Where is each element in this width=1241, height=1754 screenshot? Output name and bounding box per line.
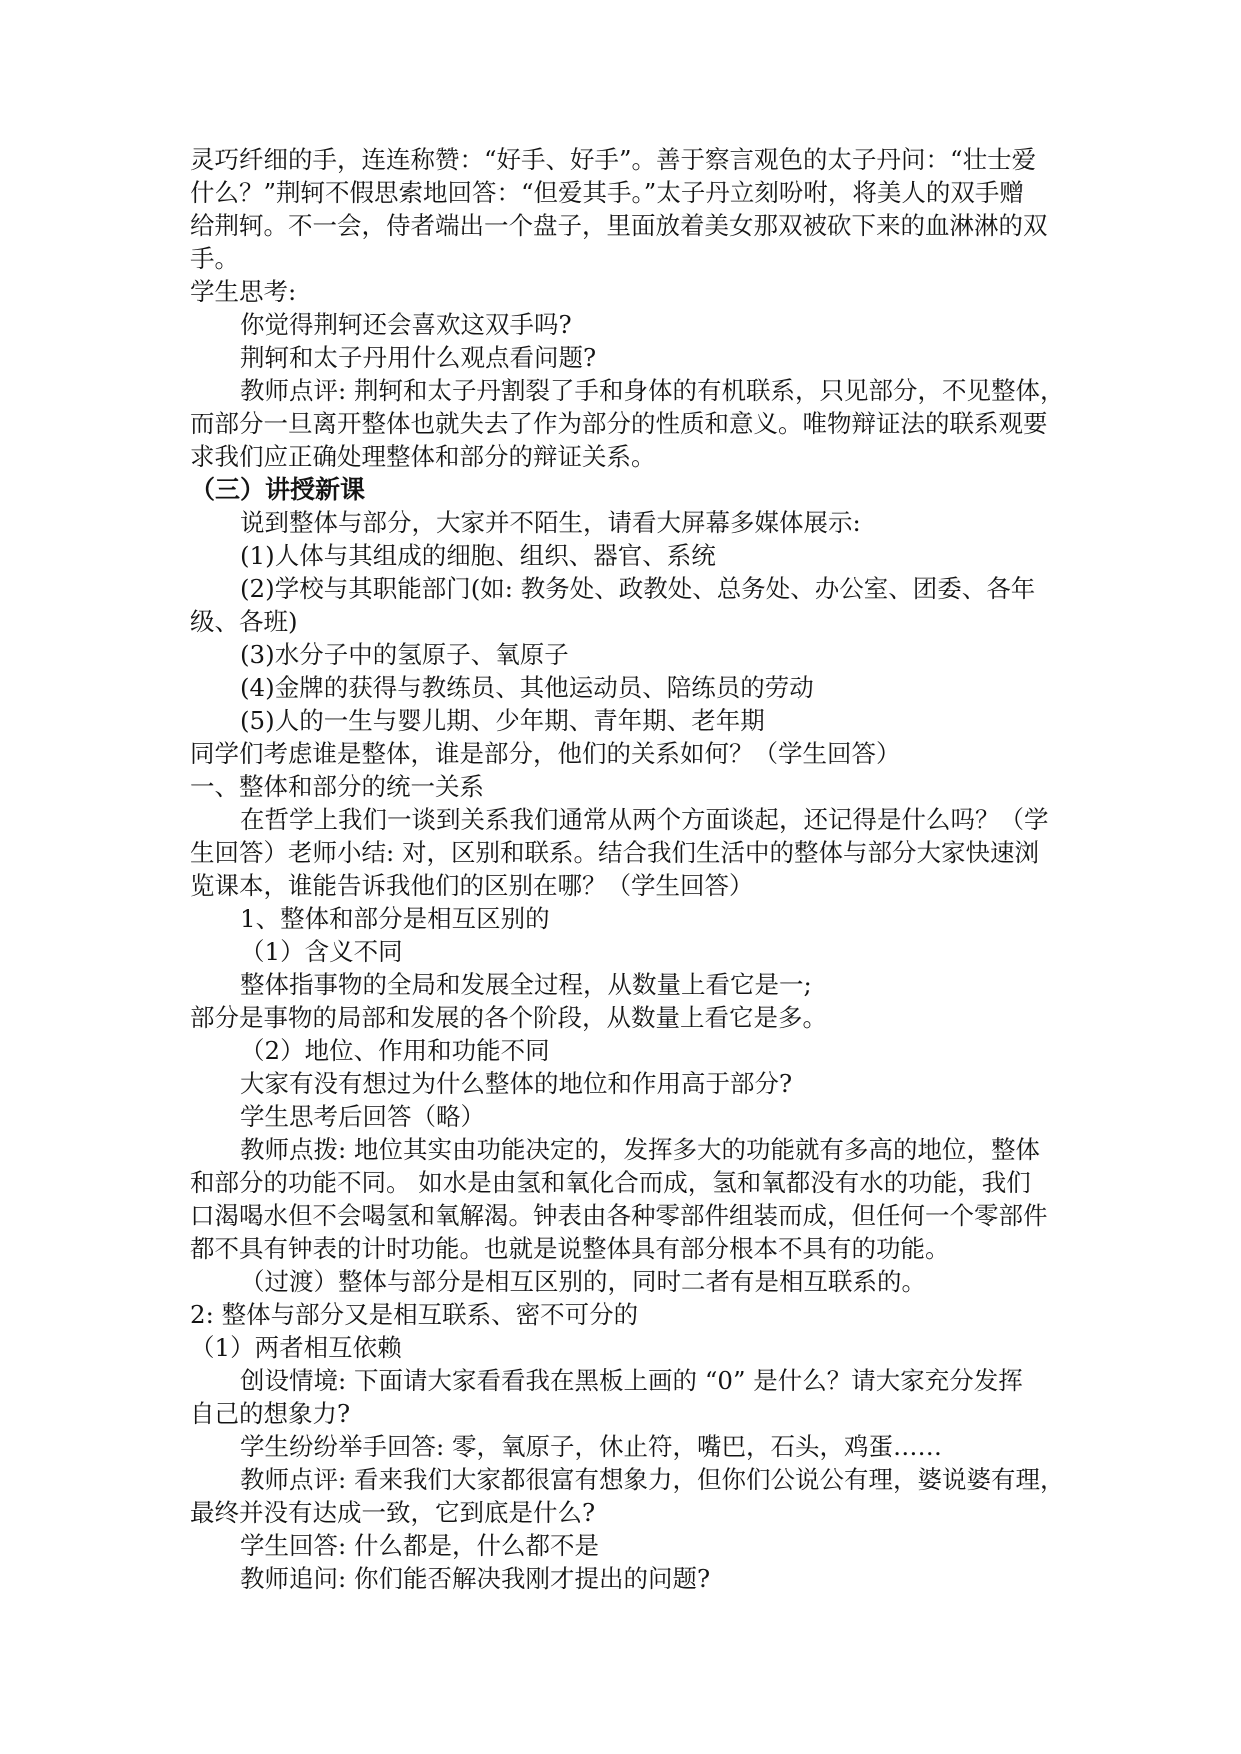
paragraph-line: 什么？”荆轲不假思索地回答：“但爱其手。”太子丹立刻吩咐，将美人的双手赠 [190,178,1024,207]
paragraph-line: 部分是事物的局部和发展的各个阶段，从数量上看它是多。 [190,1003,827,1032]
paragraph-line: 灵巧纤细的手，连连称赞：“好手、好手”。善于察言观色的太子丹问：“壮士爱 [190,145,1037,174]
paragraph-line: 最终并没有达成一致，它到底是什么? [190,1498,596,1527]
paragraph-line: 手。 [190,244,239,273]
paragraph-line: 教师点评: 荆轲和太子丹割裂了手和身体的有机联系，只见部分，不见整体， [240,376,1065,405]
list-item: (1)人体与其组成的细胞、组织、器官、系统 [240,541,716,570]
subsection-heading: （2）地位、作用和功能不同 [240,1036,550,1065]
paragraph-line: 给荆轲。不一会，侍者端出一个盘子，里面放着美女那双被砍下来的血淋淋的双 [190,211,1048,240]
subsection-heading: （1）含义不同 [240,937,403,966]
paragraph-line: 求我们应正确处理整体和部分的辩证关系。 [190,442,656,471]
list-item: (4)金牌的获得与教练员、其他运动员、陪练员的劳动 [240,673,814,702]
list-item: (3)水分子中的氢原子、氧原子 [240,640,569,669]
paragraph-line: 教师点拨: 地位其实由功能决定的，发挥多大的功能就有多高的地位，整体 [240,1135,1041,1164]
paragraph-line: 学生思考后回答（略） [240,1102,485,1131]
paragraph-line: 级、各班) [190,607,298,636]
paragraph-line: 大家有没有想过为什么整体的地位和作用高于部分? [240,1069,793,1098]
section-heading: （三）讲授新课 [190,475,366,504]
paragraph-line: 整体指事物的全局和发展全过程，从数量上看它是一; [240,970,812,999]
subsection-heading: 2: 整体与部分又是相互联系、密不可分的 [190,1300,639,1329]
paragraph-line: 览课本，谁能告诉我他们的区别在哪？（学生回答） [190,871,754,900]
paragraph-line: 而部分一旦离开整体也就失去了作为部分的性质和意义。唯物辩证法的联系观要 [190,409,1048,438]
paragraph-line: 创设情境: 下面请大家看看我在黑板上画的 “0” 是什么？请大家充分发挥 [240,1366,1023,1395]
paragraph-line: 说到整体与部分，大家并不陌生，请看大屏幕多媒体展示: [240,508,861,537]
paragraph-line: 教师追问: 你们能否解决我刚才提出的问题? [240,1564,711,1593]
paragraph-line: （过渡）整体与部分是相互区别的，同时二者有是相互联系的。 [240,1267,926,1296]
subsection-heading: 1、整体和部分是相互区别的 [240,904,550,933]
list-item: (2)学校与其职能部门(如: 教务处、政教处、总务处、办公室、团委、各年 [240,574,1036,603]
paragraph-line: 学生纷纷举手回答: 零，氧原子，休止符，嘴巴，石头，鸡蛋…… [240,1432,943,1461]
paragraph-line: 学生思考: [190,277,297,306]
paragraph-line: 同学们考虑谁是整体，谁是部分，他们的关系如何？（学生回答） [190,739,901,768]
paragraph-line: 荆轲和太子丹用什么观点看问题? [240,343,597,372]
paragraph-line: 口渴喝水但不会喝氢和氧解渴。钟表由各种零部件组装而成，但任何一个零部件 [190,1201,1048,1230]
paragraph-line: 都不具有钟表的计时功能。也就是说整体具有部分根本不具有的功能。 [190,1234,950,1263]
paragraph-line: 你觉得荆轲还会喜欢这双手吗? [240,310,572,339]
paragraph-line: 和部分的功能不同。 如水是由氢和氧化合而成，氢和氧都没有水的功能，我们 [190,1168,1031,1197]
paragraph-line: 在哲学上我们一谈到关系我们通常从两个方面谈起，还记得是什么吗？（学 [240,805,1049,834]
paragraph-line: 生回答）老师小结: 对，区别和联系。结合我们生活中的整体与部分大家快速浏 [190,838,1040,867]
paragraph-line: 教师点评: 看来我们大家都很富有想象力，但你们公说公有理，婆说婆有理， [240,1465,1065,1494]
subsection-heading: （1）两者相互依赖 [190,1333,402,1362]
paragraph-line: 学生回答: 什么都是，什么都不是 [240,1531,600,1560]
list-item: (5)人的一生与婴儿期、少年期、青年期、老年期 [240,706,765,735]
section-heading: 一、整体和部分的统一关系 [190,772,484,801]
paragraph-line: 自己的想象力? [190,1399,351,1428]
